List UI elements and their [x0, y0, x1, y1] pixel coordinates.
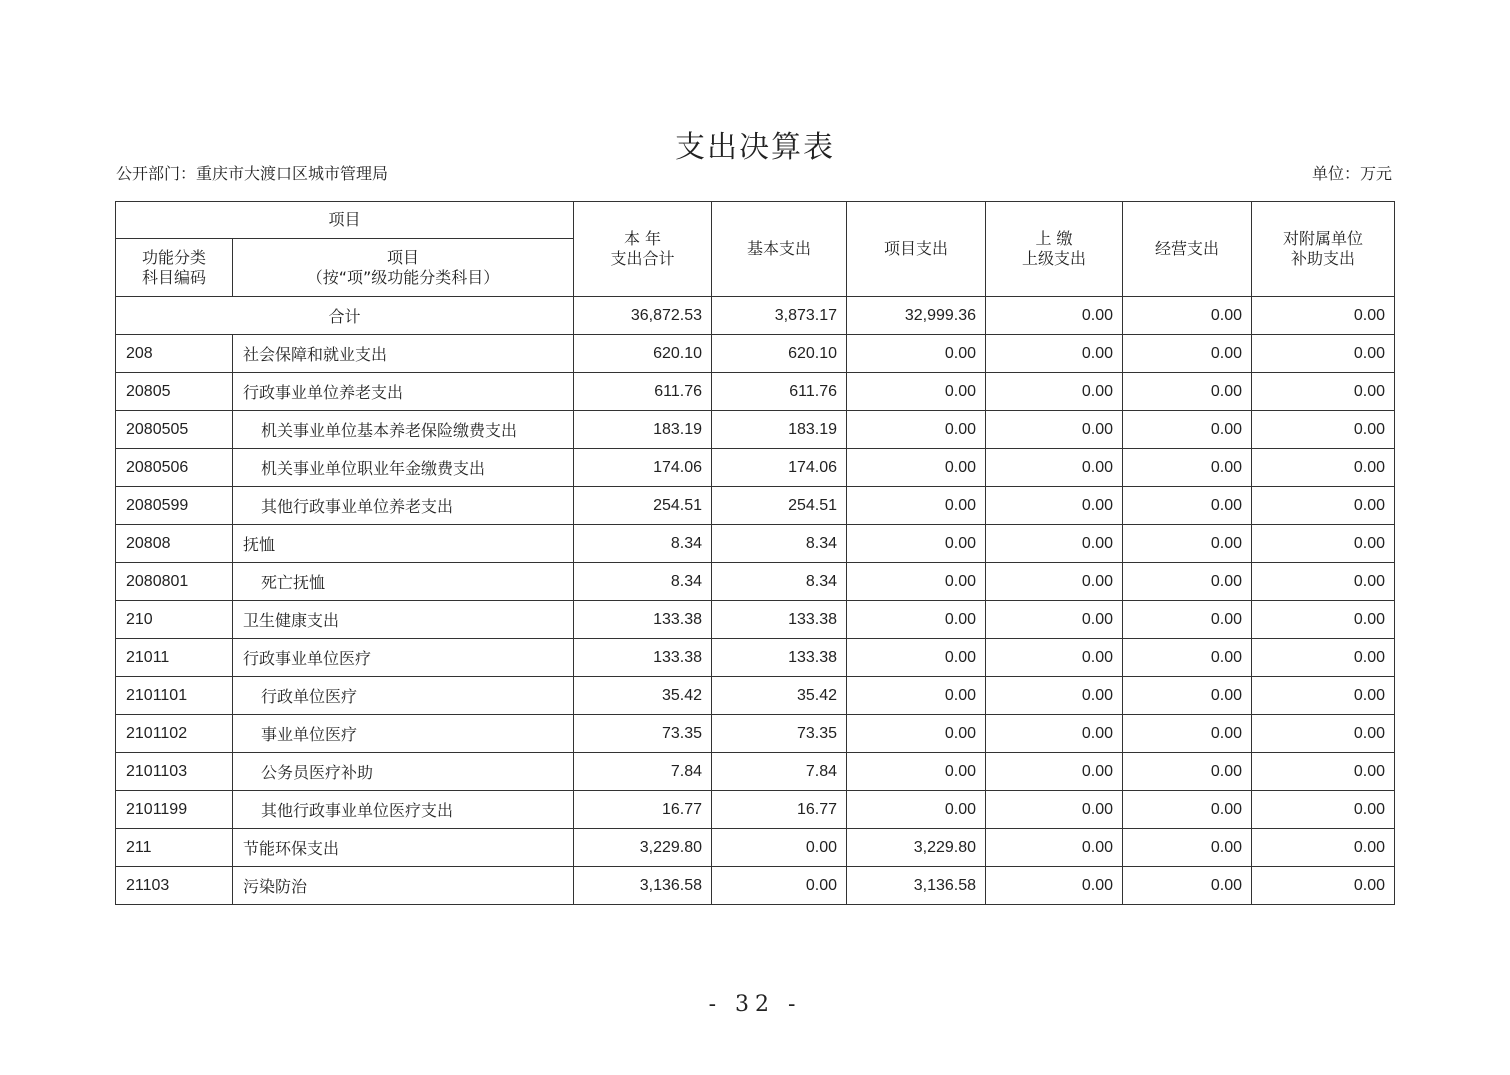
row-value: 0.00: [1252, 335, 1395, 373]
row-value: 3,136.58: [847, 867, 986, 905]
row-code: 210: [116, 601, 233, 639]
table-row: [116, 829, 1395, 867]
row-value: 0.00: [847, 677, 986, 715]
row-value: 174.06: [712, 449, 847, 487]
table-row: [116, 487, 1395, 525]
row-value: 0.00: [986, 525, 1123, 563]
row-value: 0.00: [847, 639, 986, 677]
row-value: 0.00: [986, 753, 1123, 791]
row-value: 254.51: [574, 487, 712, 525]
row-value: 0.00: [1123, 525, 1252, 563]
row-value: 0.00: [986, 867, 1123, 905]
total-cell: 0.00: [986, 297, 1123, 335]
table-row: [116, 449, 1395, 487]
table-row: [116, 335, 1395, 373]
row-name: 污染防治: [233, 867, 574, 905]
row-code: 2101199: [116, 791, 233, 829]
row-value: 0.00: [1123, 411, 1252, 449]
row-value: 0.00: [986, 487, 1123, 525]
total-cell: 36,872.53: [574, 297, 712, 335]
row-value: 0.00: [986, 449, 1123, 487]
row-name: 抚恤: [233, 525, 574, 563]
row-value: 0.00: [1123, 601, 1252, 639]
row-code: 2080599: [116, 487, 233, 525]
row-value: 0.00: [986, 829, 1123, 867]
header-total: 本 年 支出合计: [574, 202, 712, 297]
row-name: 公务员医疗补助: [233, 753, 574, 791]
row-value: 0.00: [847, 563, 986, 601]
total-cell: 0.00: [1123, 297, 1252, 335]
table-row: [116, 715, 1395, 753]
row-value: 174.06: [574, 449, 712, 487]
page-number: - 32 -: [708, 992, 802, 1017]
total-cell: 32,999.36: [847, 297, 986, 335]
row-value: 0.00: [1123, 829, 1252, 867]
row-name: 其他行政事业单位养老支出: [233, 487, 574, 525]
row-name: 机关事业单位基本养老保险缴费支出: [233, 411, 574, 449]
header-item: 项目 （按“项”级功能分类科目）: [233, 239, 574, 297]
table-row: [116, 411, 1395, 449]
row-value: 0.00: [1123, 639, 1252, 677]
row-code: 2080506: [116, 449, 233, 487]
row-code: 2101103: [116, 753, 233, 791]
row-value: 0.00: [1252, 601, 1395, 639]
row-value: 0.00: [986, 563, 1123, 601]
table-body: [116, 297, 1395, 905]
row-value: 0.00: [1123, 753, 1252, 791]
row-code: 2080801: [116, 563, 233, 601]
row-name: 行政单位医疗: [233, 677, 574, 715]
row-value: 133.38: [712, 601, 847, 639]
row-value: 133.38: [574, 601, 712, 639]
row-code: 20805: [116, 373, 233, 411]
row-value: 8.34: [712, 525, 847, 563]
row-name: 行政事业单位养老支出: [233, 373, 574, 411]
row-value: 0.00: [986, 601, 1123, 639]
row-value: 16.77: [574, 791, 712, 829]
row-name: 机关事业单位职业年金缴费支出: [233, 449, 574, 487]
row-value: 620.10: [712, 335, 847, 373]
row-value: 133.38: [574, 639, 712, 677]
header-operating: 经营支出: [1123, 202, 1252, 297]
row-value: 7.84: [712, 753, 847, 791]
row-value: 0.00: [1252, 677, 1395, 715]
table-row: [116, 563, 1395, 601]
row-value: 0.00: [847, 373, 986, 411]
row-value: 0.00: [847, 601, 986, 639]
row-code: 211: [116, 829, 233, 867]
row-value: 0.00: [1252, 563, 1395, 601]
row-value: 0.00: [1252, 411, 1395, 449]
total-cell: 3,873.17: [712, 297, 847, 335]
table-row: [116, 753, 1395, 791]
row-value: 0.00: [1252, 487, 1395, 525]
row-name: 社会保障和就业支出: [233, 335, 574, 373]
row-value: 0.00: [1252, 715, 1395, 753]
row-name: 节能环保支出: [233, 829, 574, 867]
row-value: 3,229.80: [847, 829, 986, 867]
row-value: 0.00: [847, 449, 986, 487]
row-value: 35.42: [574, 677, 712, 715]
total-cell: 0.00: [1252, 297, 1395, 335]
row-name: 死亡抚恤: [233, 563, 574, 601]
row-value: 0.00: [847, 753, 986, 791]
header-subsidy: 对附属单位 补助支出: [1252, 202, 1395, 297]
row-value: 254.51: [712, 487, 847, 525]
total-row: [116, 297, 1395, 335]
department-label: 公开部门：重庆市大渡口区城市管理局: [116, 164, 389, 183]
row-value: 0.00: [1123, 867, 1252, 905]
row-value: 0.00: [712, 867, 847, 905]
row-value: 0.00: [986, 411, 1123, 449]
row-value: 183.19: [574, 411, 712, 449]
row-value: 0.00: [986, 715, 1123, 753]
row-value: 7.84: [574, 753, 712, 791]
unit-label: 单位：万元: [1311, 164, 1392, 183]
table-row: [116, 867, 1395, 905]
row-value: 0.00: [1123, 487, 1252, 525]
page-title: 支出决算表: [675, 130, 835, 165]
row-value: 73.35: [712, 715, 847, 753]
row-value: 73.35: [574, 715, 712, 753]
row-code: 21011: [116, 639, 233, 677]
row-value: 0.00: [986, 677, 1123, 715]
row-value: 0.00: [847, 335, 986, 373]
row-name: 行政事业单位医疗: [233, 639, 574, 677]
row-value: 0.00: [1123, 335, 1252, 373]
row-value: 183.19: [712, 411, 847, 449]
row-value: 0.00: [1123, 563, 1252, 601]
row-value: 35.42: [712, 677, 847, 715]
row-value: 0.00: [1123, 715, 1252, 753]
row-value: 0.00: [847, 791, 986, 829]
row-value: 0.00: [847, 411, 986, 449]
row-value: 8.34: [712, 563, 847, 601]
row-value: 0.00: [986, 791, 1123, 829]
table-row: [116, 677, 1395, 715]
row-name: 卫生健康支出: [233, 601, 574, 639]
expenditure-table: [115, 201, 1395, 905]
row-value: 16.77: [712, 791, 847, 829]
row-value: 0.00: [1252, 753, 1395, 791]
row-value: 0.00: [847, 525, 986, 563]
row-value: 0.00: [847, 715, 986, 753]
row-value: 0.00: [847, 487, 986, 525]
row-value: 0.00: [1252, 639, 1395, 677]
row-code: 2101102: [116, 715, 233, 753]
header-item-group: 项目: [116, 202, 574, 239]
row-value: 133.38: [712, 639, 847, 677]
table-row: [116, 525, 1395, 563]
header-upper: 上 缴 上级支出: [986, 202, 1123, 297]
row-code: 21103: [116, 867, 233, 905]
header-project: 项目支出: [847, 202, 986, 297]
row-value: 0.00: [1252, 525, 1395, 563]
row-value: 3,136.58: [574, 867, 712, 905]
total-label: 合计: [116, 297, 574, 335]
row-value: 0.00: [1252, 373, 1395, 411]
row-value: 3,229.80: [574, 829, 712, 867]
row-value: 0.00: [986, 335, 1123, 373]
header-code: 功能分类 科目编码: [116, 239, 233, 297]
row-value: 0.00: [986, 639, 1123, 677]
row-code: 20808: [116, 525, 233, 563]
row-value: 611.76: [712, 373, 847, 411]
row-value: 0.00: [1123, 373, 1252, 411]
row-value: 0.00: [1123, 791, 1252, 829]
table-row: [116, 791, 1395, 829]
row-value: 8.34: [574, 563, 712, 601]
row-value: 0.00: [1123, 677, 1252, 715]
row-code: 208: [116, 335, 233, 373]
table-row: [116, 639, 1395, 677]
row-name: 其他行政事业单位医疗支出: [233, 791, 574, 829]
row-value: 0.00: [1252, 791, 1395, 829]
row-value: 8.34: [574, 525, 712, 563]
row-name: 事业单位医疗: [233, 715, 574, 753]
row-value: 0.00: [1252, 867, 1395, 905]
row-code: 2101101: [116, 677, 233, 715]
row-value: 0.00: [712, 829, 847, 867]
header-basic: 基本支出: [712, 202, 847, 297]
row-value: 0.00: [986, 373, 1123, 411]
row-value: 0.00: [1123, 449, 1252, 487]
row-value: 611.76: [574, 373, 712, 411]
row-value: 0.00: [1252, 449, 1395, 487]
table-row: [116, 373, 1395, 411]
row-value: 620.10: [574, 335, 712, 373]
row-code: 2080505: [116, 411, 233, 449]
table-row: [116, 601, 1395, 639]
row-value: 0.00: [1252, 829, 1395, 867]
